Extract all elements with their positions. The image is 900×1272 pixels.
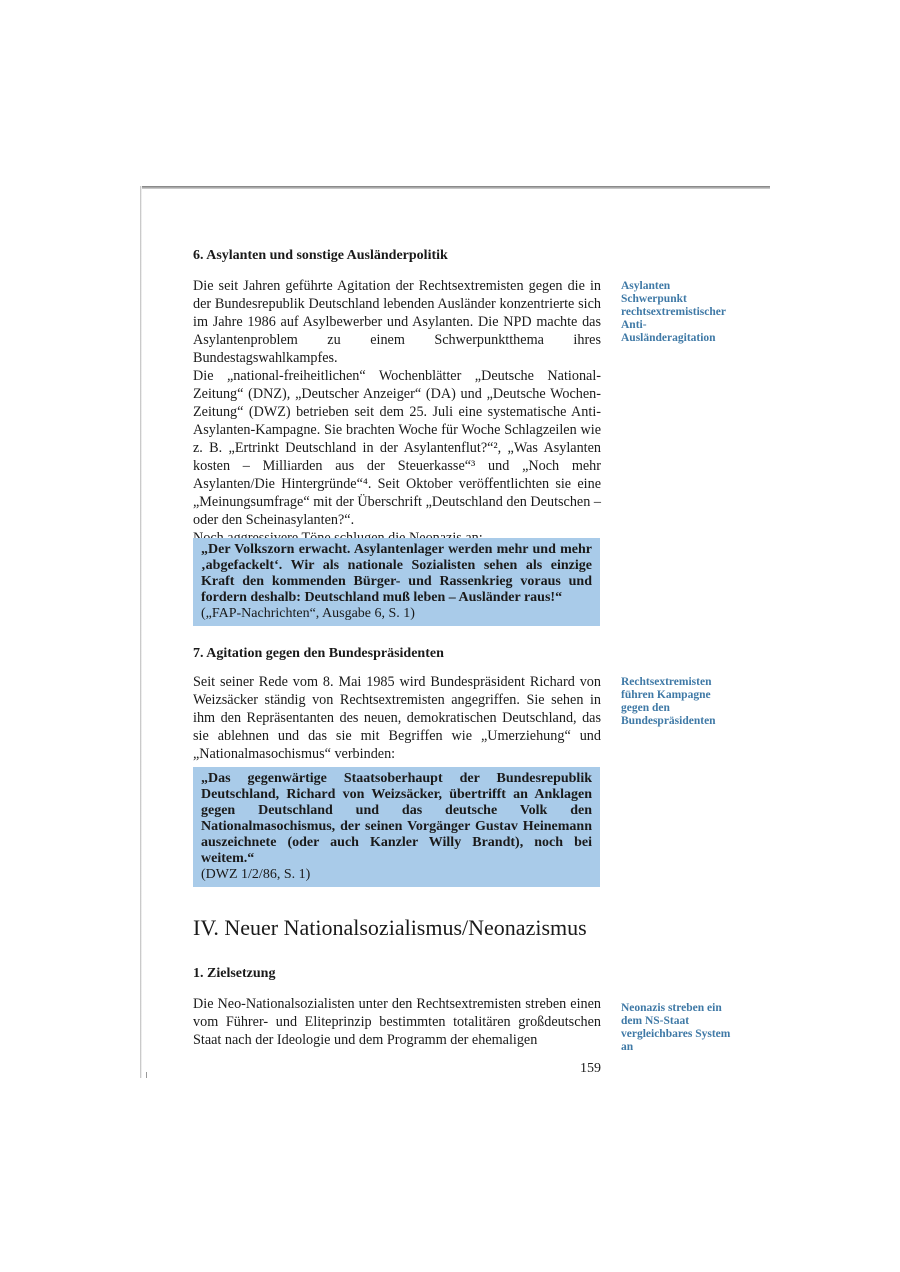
section-6-margin-note: Asylanten Schwerpunkt rechtsextremistischer Anti-Ausländeragitation	[621, 280, 726, 344]
section-6-paragraph-1: Die seit Jahren geführte Agitation der Rechtsextremisten gegen die in der Bundesrepublik Deutschland lebenden Ausländer konzentrierte sich im Jahre 1986 auf Asylbewerber und Asylanten. Die NPD machte das Asylantenproblem zu einem Schwerpunktthema ihres Bundestagswahlkampfes.	[193, 278, 601, 366]
chapter-title: IV. Neuer Nationalsozialismus/Neonazismus	[193, 915, 587, 940]
section-6-quote-source: („FAP-Nachrichten“, Ausgabe 6, S. 1)	[201, 606, 415, 621]
section-7-heading: 7. Agitation gegen den Bundespräsidenten	[193, 646, 444, 661]
section-6-paragraph-2: Die „national-freiheitlichen“ Wochenblätter „Deutsche National-Zeitung“ (DNZ), „Deutscher Anzeiger“ (DA) und „Deutsche Wochen-Zeitung“ (DWZ) betrieben seit dem 25. Juli eine systematische Anti-Asylanten-Kampagne. Sie brachten Woche für Woche Schlagzeilen wie z. B. „Ertrinkt Deutschland in der Asylantenflut?“², „Was Asylanten kosten – Milliarden aus der Steuerkasse“³ und „Noch mehr Asylanten/Die Hintergründe“⁴. Seit Oktober veröffentlichten sie eine „Meinungsumfrage“ mit der Überschrift „Deutschland den Deutschen – oder den Scheinasylanten?“.	[193, 368, 601, 528]
section-7-body	[193, 673, 601, 763]
section-6-quote	[193, 538, 600, 626]
page-number: 159	[580, 1061, 601, 1076]
scan-edge-left	[140, 186, 142, 1078]
section-6-body	[193, 277, 601, 547]
section-1-heading: 1. Zielsetzung	[193, 966, 276, 981]
section-1-paragraph-1: Die Neo-Nationalsozialisten unter den Rechtsextremisten streben einen vom Führer- und Eliteprinzip bestimmten totalitären großdeutschen Staat nach der Ideologie und dem Programm der ehemaligen	[193, 996, 601, 1048]
section-7-margin-note: Rechtsextremisten führen Kampagne gegen den Bundespräsidenten	[621, 676, 716, 727]
section-1-body	[193, 995, 601, 1049]
section-7-quote-source: (DWZ 1/2/86, S. 1)	[201, 867, 311, 882]
section-7-quote	[193, 767, 600, 887]
scan-edge-top	[140, 186, 770, 189]
section-6-heading: 6. Asylanten und sonstige Ausländerpolitik	[193, 248, 448, 263]
section-1-margin-note: Neonazis streben ein dem NS-Staat vergleichbares System an	[621, 1002, 731, 1053]
section-7-paragraph-1: Seit seiner Rede vom 8. Mai 1985 wird Bundespräsident Richard von Weizsäcker ständig von Rechtsextremisten angegriffen. Sie sehen in ihm den Repräsentanten des neuen, demokratischen Deutschland, das sie ablehnen und das sie mit Begriffen wie „Umerziehung“ und „Nationalmasochismus“ verbinden:	[193, 674, 601, 762]
section-6-quote-text: „Der Volkszorn erwacht. Asylantenlager werden mehr und mehr ‚abgefackelt‘. Wir als nationale Sozialisten sehen als einzige Kraft den kommenden Bürger- und Rassenkrieg voraus und fordern deshalb: Deutschland muß leben – Ausländer raus!“	[201, 542, 592, 605]
section-7-quote-text: „Das gegenwärtige Staatsoberhaupt der Bundesrepublik Deutschland, Richard von Weizsäcker, übertrifft an Anklagen gegen Deutschland und das deutsche Volk den Nationalmasochismus, der seinen Vorgänger Gustav Heinemann auszeichnete (oder auch Kanzler Willy Brandt), noch bei weitem.“	[201, 771, 592, 866]
scan-artifact	[146, 1072, 147, 1078]
